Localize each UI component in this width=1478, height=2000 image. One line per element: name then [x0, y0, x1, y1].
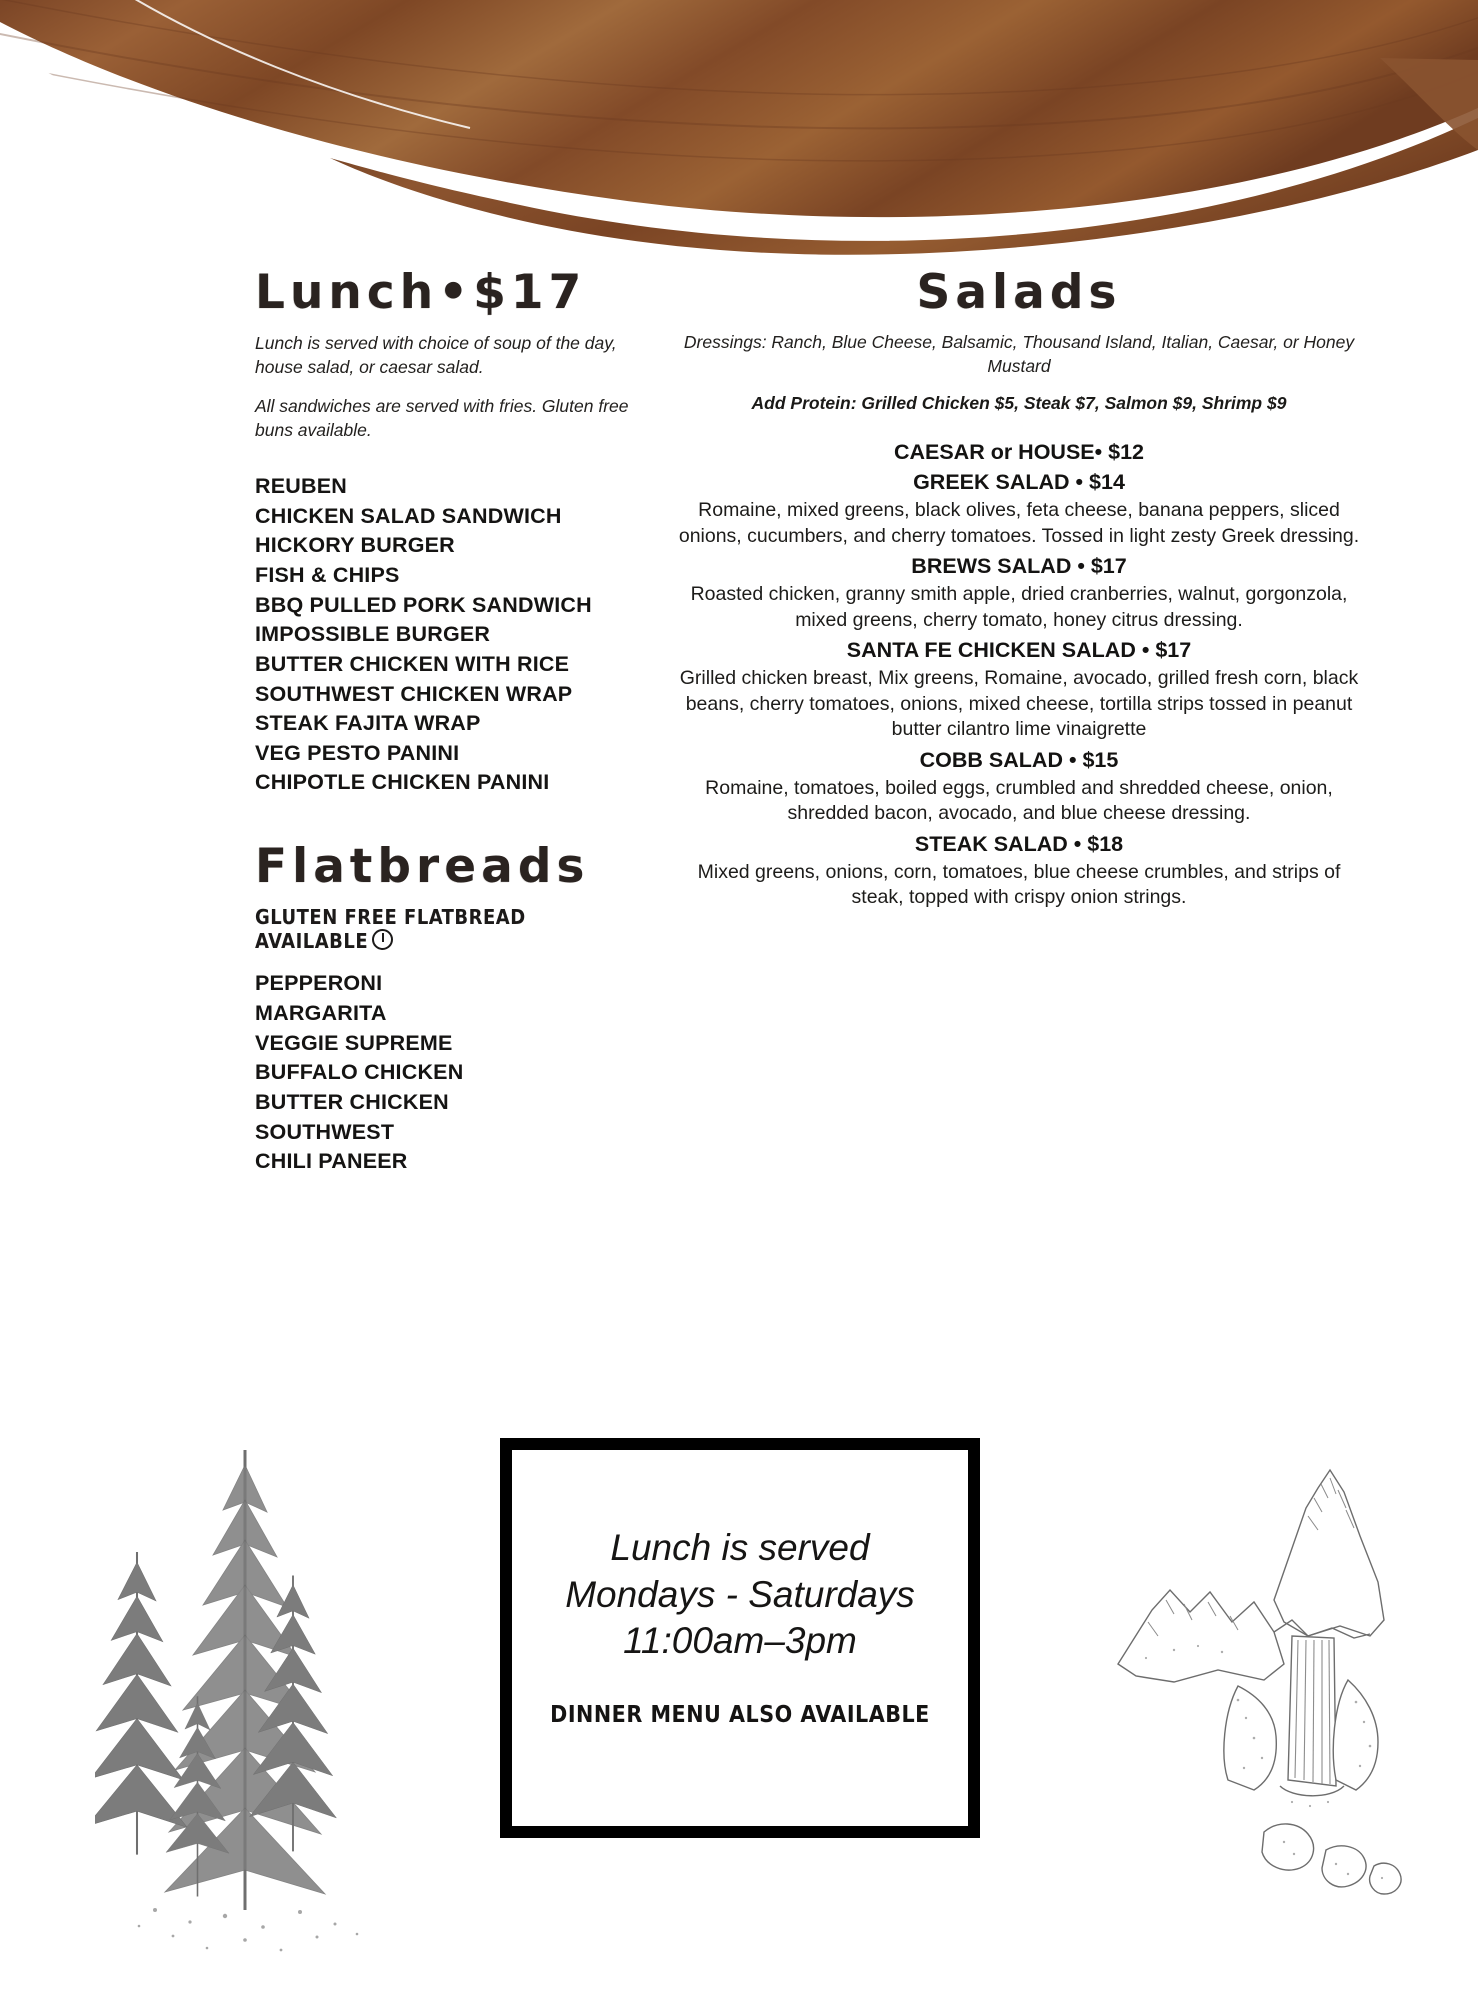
- lunch-note-soup: Lunch is served with choice of soup of the day, house salad, or caesar salad.: [255, 333, 617, 378]
- salad-name: COBB SALAD • $15: [919, 748, 1119, 773]
- lunch-hours-text: [565, 1525, 915, 1665]
- menu-content: [0, 265, 1478, 1408]
- pine-trees-illustration: [95, 1440, 425, 1960]
- mountain-waterfall-illustration: [1078, 1450, 1408, 1920]
- list-item: SOUTHWEST CHICKEN WRAP: [255, 681, 573, 706]
- salad-name: STEAK SALAD • $18: [914, 832, 1124, 857]
- salad-description: Romaine, tomatoes, boiled eggs, crumbled and shredded cheese, onion, shredded bacon, avocado, and blue cheese dressing.: [705, 776, 1333, 825]
- salad-description: Romaine, mixed greens, black olives, feta cheese, banana peppers, sliced onions, cucumbers, and cherry tomatoes. Tossed in light zesty Greek dressing.: [678, 499, 1360, 547]
- left-column: [0, 265, 640, 1408]
- list-item: SOUTHWEST: [255, 1119, 395, 1144]
- list-item: FISH & CHIPS: [255, 562, 400, 587]
- gluten-free-icon: [372, 929, 393, 950]
- list-item: CHICKEN SALAD SANDWICH: [255, 503, 562, 528]
- list-item: IMPOSSIBLE BURGER: [255, 622, 491, 647]
- salad-description: Roasted chicken, granny smith apple, dried cranberries, walnut, gorgonzola, mixed greens, cherry tomato, honey citrus dressing.: [690, 582, 1348, 631]
- salad-name: CAESAR or HOUSE• $12: [893, 439, 1145, 464]
- list-item: BUFFALO CHICKEN: [255, 1060, 464, 1085]
- list-item: BUTTER CHICKEN: [255, 1090, 449, 1115]
- list-item: CHILI PANEER: [255, 1149, 408, 1174]
- salad-entry: [670, 745, 1368, 827]
- list-item: VEG PESTO PANINI: [255, 740, 460, 765]
- dinner-menu-note: DINNER MENU ALSO AVAILABLE: [550, 1701, 930, 1728]
- salad-description: Grilled chicken breast, Mix greens, Romaine, avocado, grilled fresh corn, black beans, cherry tomatoes, onions, mixed cheese, tortilla strips tossed in peanut butter cilantro lime vinaigrette: [679, 666, 1359, 741]
- list-item: REUBEN: [255, 473, 347, 498]
- hours-line-2: Mondays - Saturdays: [565, 1573, 915, 1615]
- lunch-heading: Lunch•$17: [255, 265, 587, 320]
- right-column: [640, 265, 1478, 1408]
- salad-entry: [670, 551, 1368, 633]
- hours-line-1: Lunch is served: [610, 1527, 870, 1569]
- salad-name: SANTA FE CHICKEN SALAD • $17: [846, 638, 1192, 663]
- salads-heading: Salads: [916, 265, 1122, 320]
- lunch-hours-box: [500, 1438, 980, 1838]
- salad-name: BREWS SALAD • $17: [911, 554, 1127, 579]
- flatbreads-heading: Flatbreads: [255, 839, 590, 895]
- flatbreads-gluten-free-text: GLUTEN FREE FLATBREAD AVAILABLE: [255, 905, 526, 954]
- wood-arc-banner: [0, 0, 1478, 270]
- salad-entry: [670, 437, 1368, 468]
- lunch-note-fries: All sandwiches are served with fries. Gluten free buns available.: [255, 395, 629, 440]
- add-protein-note: Add Protein: Grilled Chicken $5, Steak $7, Salmon $9, Shrimp $9: [751, 393, 1287, 414]
- salad-entry: [670, 635, 1368, 743]
- list-item: BUTTER CHICKEN WITH RICE: [255, 651, 570, 676]
- list-item: VEGGIE SUPREME: [255, 1030, 453, 1055]
- list-item: CHIPOTLE CHICKEN PANINI: [255, 770, 550, 795]
- hours-line-3: 11:00am–3pm: [623, 1620, 857, 1662]
- salad-description: Mixed greens, onions, corn, tomatoes, blue cheese crumbles, and strips of steak, topped with crispy onion strings.: [697, 860, 1341, 909]
- salad-entry: [670, 467, 1368, 549]
- list-item: MARGARITA: [255, 1001, 387, 1026]
- lunch-item-list: [255, 472, 640, 798]
- salad-name: GREEK SALAD • $14: [913, 470, 1125, 495]
- salad-entry: [670, 829, 1368, 911]
- flatbread-item-list: [255, 969, 640, 1177]
- salad-dressings-note: Dressings: Ranch, Blue Cheese, Balsamic, Thousand Island, Italian, Caesar, or Honey Mustard: [683, 332, 1355, 376]
- list-item: HICKORY BURGER: [255, 533, 455, 558]
- flatbreads-gluten-free-note: [255, 905, 640, 953]
- list-item: BBQ PULLED PORK SANDWICH: [255, 592, 592, 617]
- flatbreads-section: [255, 839, 640, 1177]
- footer-area: [0, 1400, 1478, 2000]
- list-item: STEAK FAJITA WRAP: [255, 711, 481, 736]
- list-item: PEPPERONI: [255, 971, 383, 996]
